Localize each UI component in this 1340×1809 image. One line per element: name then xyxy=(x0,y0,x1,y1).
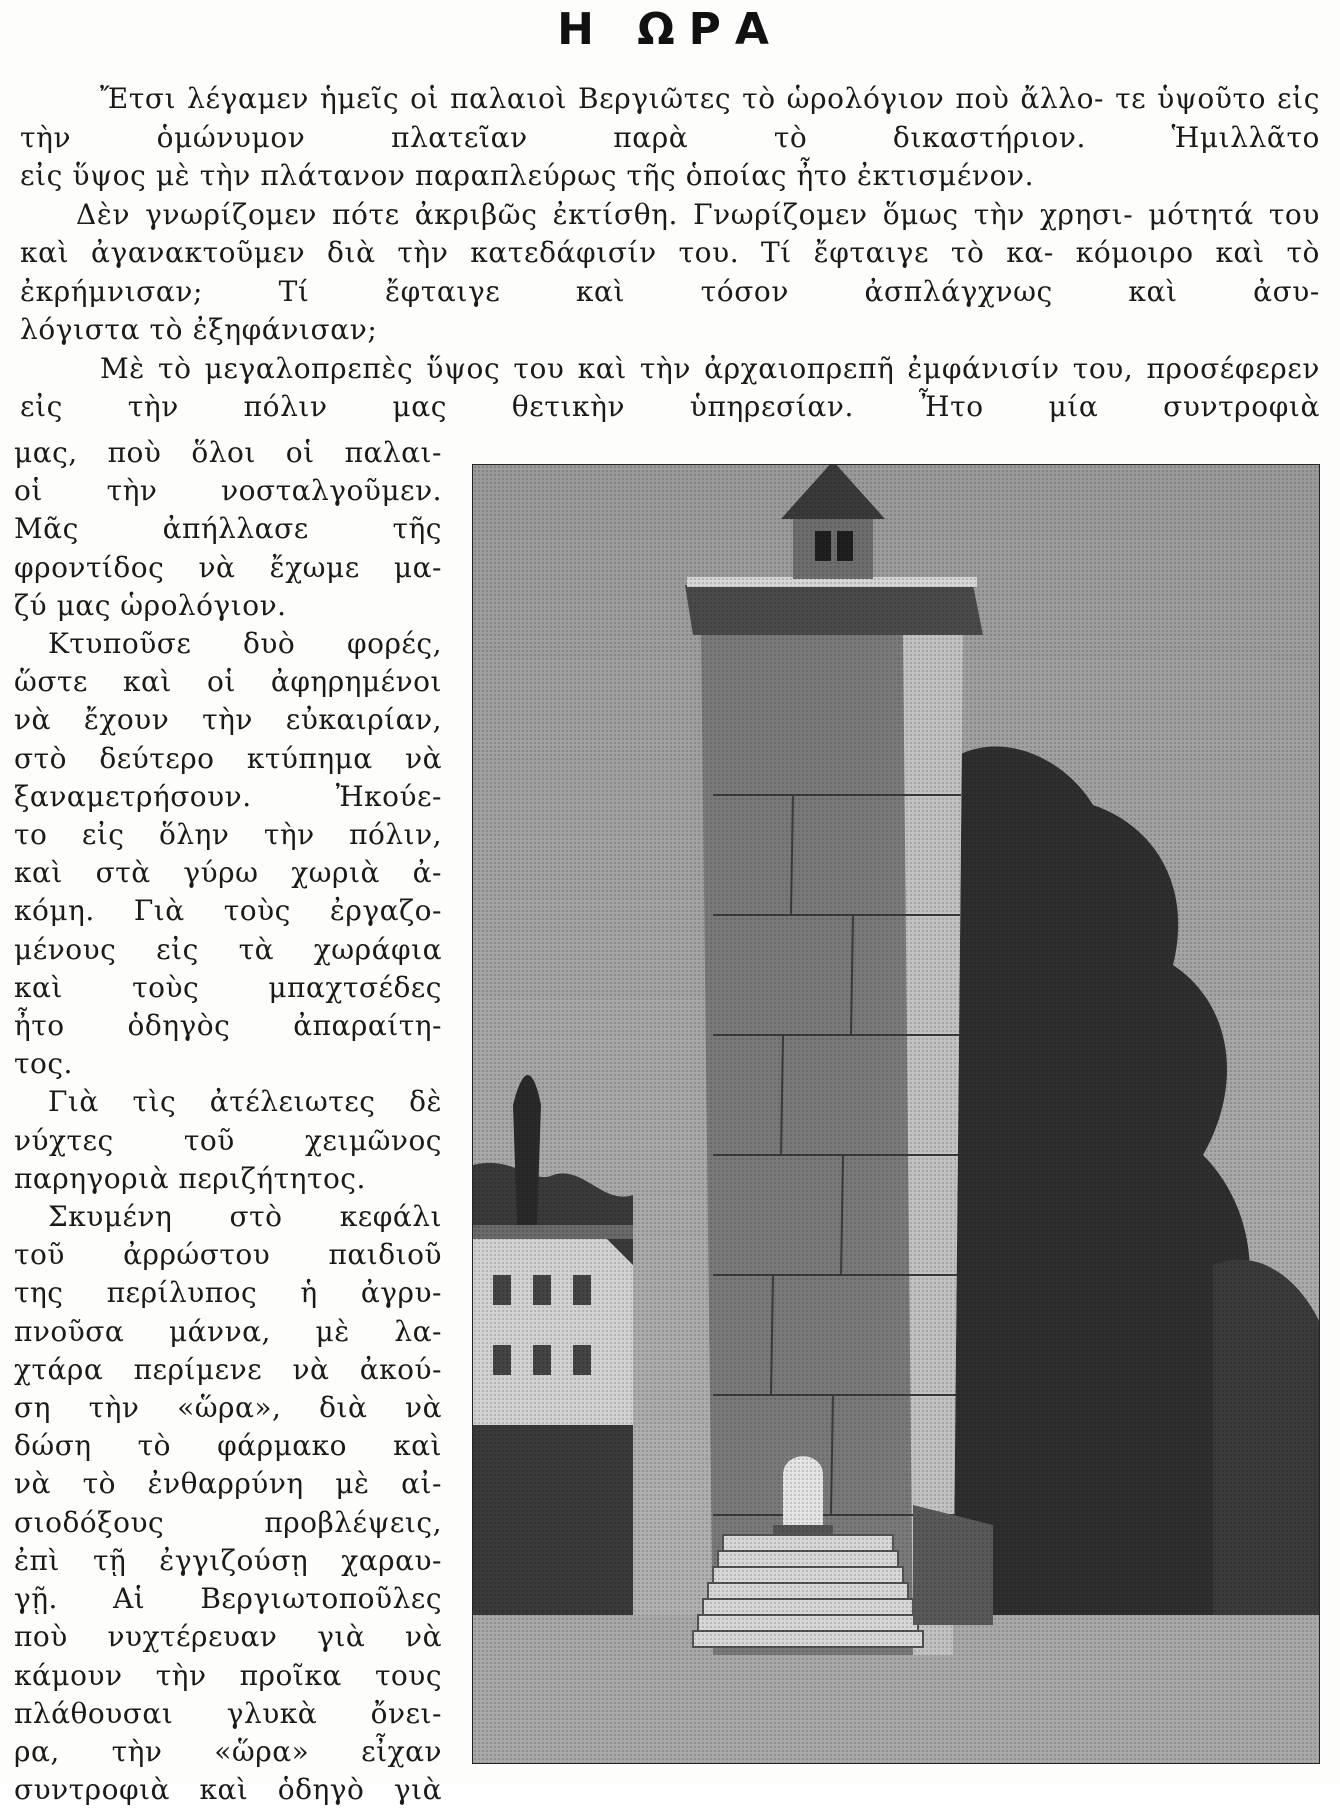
column-line: ἐπὶ τῇ ἐγγιζούσῃ χαραυ- xyxy=(14,1543,442,1577)
column-line: ποὺ νυχτέρευαν γιὰ νὰ xyxy=(14,1620,442,1654)
halftone-texture xyxy=(473,465,1320,1764)
intro-line: μότητά του καὶ ἀγανακτοῦμεν διὰ τὴν κατεδάφισίν του. Τί ἔφταιγε τὸ κα- xyxy=(20,197,1320,269)
column-line: χτάρα περίμενε νὰ ἀκού- xyxy=(14,1352,442,1386)
column-line xyxy=(14,625,442,663)
column-line: Μᾶς ἀπήλλασε τῆς xyxy=(14,512,442,546)
article-title: Η ΩΡΑ xyxy=(557,4,783,55)
column-line: νὰ ἔχουν τὴν εὐκαιρίαν, xyxy=(14,703,442,737)
column-line: ση τὴν «ὥρα», διὰ νὰ xyxy=(14,1391,442,1425)
column-line: πλάθουσαι γλυκὰ ὄνει- xyxy=(14,1696,442,1730)
intro-line: Μὲ τὸ μεγαλοπρεπὲς ὕψος του καὶ τὴν ἀρχαιοπρεπῆ ἐμφάνισίν του, xyxy=(100,351,1134,385)
column-line xyxy=(14,1198,442,1236)
column-line: οἱ τὴν νοσταλγοῦμεν. xyxy=(14,474,442,508)
clock-tower-photo xyxy=(472,464,1320,1764)
intro-line: εἰς ὕψος μὲ τὴν πλάτανον παραπλεύρως τῆς ὁποίας ἦτο ἐκτισμένον. xyxy=(20,159,1035,192)
column-line: τοῦ ἀρρώστου παιδιοῦ xyxy=(14,1238,442,1272)
column-line: ξαναμετρήσουν. Ἠκούε- xyxy=(14,779,442,813)
column-line: κάμουν τὴν προῖκα τους xyxy=(14,1658,442,1692)
column-line-text: Σκυμένη στὸ κεφάλι xyxy=(48,1200,442,1234)
intro-paragraph-2 xyxy=(20,196,1320,312)
clock-tower-illustration xyxy=(473,465,1320,1764)
intro-paragraph-3 xyxy=(20,350,1320,427)
article-column xyxy=(14,434,442,1809)
column-line: στὸ δεύτερο κτύπημα νὰ xyxy=(14,741,442,775)
intro-line: Δὲν γνωρίζομεν πότε ἀκριβῶς ἐκτίσθη. Γνωρίζομεν ὅμως τὴν χρησι- xyxy=(76,197,1134,231)
column-line xyxy=(14,1083,442,1121)
intro-line: προσέφερεν εἰς τὴν πόλιν μας θετικὴν ὑπηρεσίαν. Ἦτο μία συντροφιὰ xyxy=(20,351,1320,423)
article-intro xyxy=(20,80,1320,427)
column-line: ὥστε καὶ οἱ ἀφηρημένοι xyxy=(14,665,442,699)
column-line: συντροφιὰ καὶ ὁδηγὸ γιὰ xyxy=(14,1773,442,1807)
column-line: ἦτο ὁδηγὸς ἀπαραίτη- xyxy=(14,1009,442,1043)
column-line: νὰ τὸ ἐνθαρρύνη μὲ αἰ- xyxy=(14,1467,442,1501)
intro-paragraph-1 xyxy=(20,80,1320,157)
column-line: το εἰς ὅλην τὴν πόλιν, xyxy=(14,818,442,852)
intro-line: Ἔτσι λέγαμεν ἡμεῖς οἱ παλαιοὶ Βεργιῶτες τὸ ὡρολόγιον ποὺ ἄλλο- xyxy=(100,82,1105,115)
column-line: τος. xyxy=(14,1047,73,1081)
column-line: μένους εἰς τὰ χωράφια xyxy=(14,932,442,966)
column-line: κόμη. Γιὰ τοὺς ἐργαζο- xyxy=(14,894,442,928)
column-line: νύχτες τοῦ χειμῶνος xyxy=(14,1123,442,1157)
column-line: πνοῦσα μάννα, μὲ λα- xyxy=(14,1314,442,1348)
column-line: της περίλυπος ἡ ἀγρυ- xyxy=(14,1276,442,1310)
column-line: γῇ. Αἱ Βεργιωτοποῦλες xyxy=(14,1582,442,1616)
column-line-text: Κτυποῦσε δυὸ φορές, xyxy=(48,627,442,661)
column-line: μας, ποὺ ὅλοι οἱ παλαι- xyxy=(14,436,442,469)
intro-line: κόμοιρο καὶ τὸ ἐκρήμνισαν; Τί ἔφταιγε καὶ τόσον ἀσπλάγχνως καὶ ἀσυ- xyxy=(20,236,1320,308)
column-line: καὶ τοὺς μπαχτσέδες xyxy=(14,970,442,1004)
intro-paragraph-2-end xyxy=(20,311,1320,350)
column-line: φροντίδος νὰ ἔχωμε μα- xyxy=(14,550,442,584)
column-line: σιοδόξους προβλέψεις, xyxy=(14,1505,442,1539)
column-line: ζύ μας ὡρολόγιον. xyxy=(14,588,287,622)
intro-paragraph-1-end xyxy=(20,157,1320,196)
column-line: ρα, τὴν «ὥρα» εἶχαν xyxy=(14,1734,442,1768)
column-line: δώση τὸ φάρμακο καὶ xyxy=(14,1429,442,1463)
column-line: καὶ στὰ γύρω χωριὰ ἀ- xyxy=(14,856,442,890)
column-line-text: Γιὰ τὶς ἀτέλειωτες δὲ xyxy=(48,1085,442,1119)
intro-line: τε ὑψοῦτο εἰς τὴν ὁμώνυμον πλατεῖαν παρὰ τὸ δικαστήριον. Ἡμιλλᾶτο xyxy=(20,82,1320,154)
intro-line: λόγιστα τὸ ἐξηφάνισαν; xyxy=(20,313,378,346)
column-line: παρηγοριὰ περιζήτητος. xyxy=(14,1161,366,1195)
